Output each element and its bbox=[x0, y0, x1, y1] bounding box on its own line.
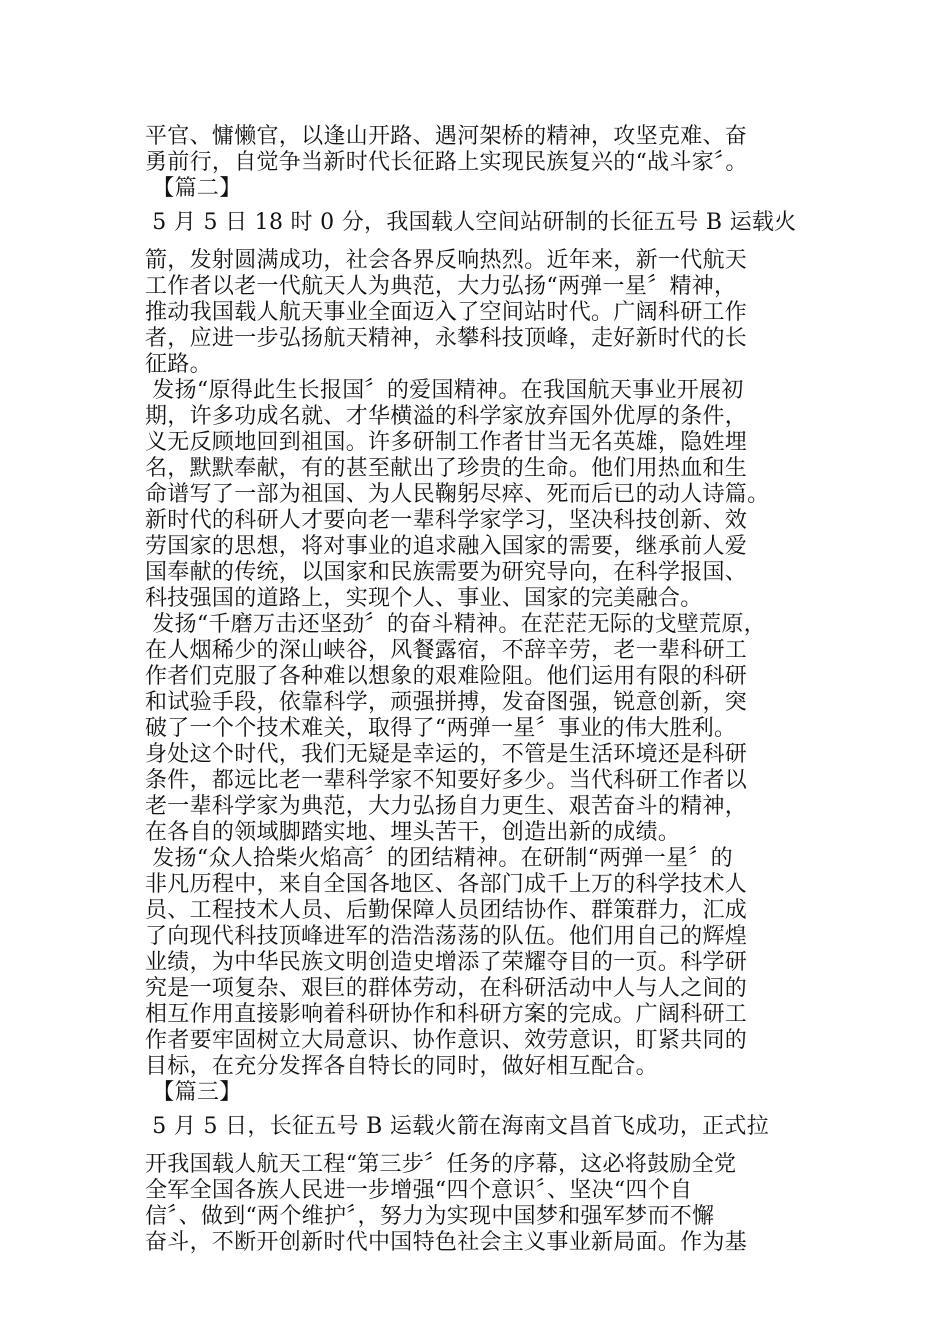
text-line: 箭，发射圆满成功，社会各界反响热烈。近年来，新一代航天 bbox=[145, 248, 748, 273]
text-line: 工作者以老一代航天人为典范，大力弘扬“两弹一星〞精神， bbox=[145, 274, 737, 299]
text-line: 全军全国各族人民进一步增强“四个意识〞、坚决“四个自 bbox=[145, 1178, 693, 1203]
text-line: 国奉献的传统，以国家和民族需要为研究导向，在科学报国、 bbox=[145, 560, 748, 585]
text-line: 期，许多功成名就、才华横溢的科学家放弃国外优厚的条件， bbox=[145, 404, 748, 429]
text-line: 科技强国的道路上，实现个人、事业、国家的完美融合。 bbox=[145, 586, 703, 611]
text-line: 究是一项复杂、艰巨的群体劳动，在科研活动中人与人之间的 bbox=[145, 976, 748, 1001]
text-line: 员、工程技术人员、后勤保障人员团结协作、群策群力，汇成 bbox=[145, 898, 748, 923]
text-line: 信〞、做到“两个维护〞，努力为实现中国梦和强军梦而不懈 bbox=[145, 1204, 715, 1229]
text-line: 平官、慵懒官，以逢山开路、遇河架桥的精神，攻坚克难、奋 bbox=[145, 124, 748, 149]
text-line: 在各自的领域脚踏实地、埋头苦干，创造出新的成绩。 bbox=[145, 820, 681, 845]
text-line: 名，默默奉献，有的甚至献出了珍贵的生命。他们用热血和生 bbox=[145, 456, 748, 481]
text-line: 在人烟稀少的深山峡谷，风餐露宿，不辞辛劳，老一辈科研工 bbox=[145, 638, 748, 663]
text-line: 老一辈科学家为典范，大力弘扬自力更生、艰苦奋斗的精神， bbox=[145, 794, 748, 819]
text-line: 了向现代科技顶峰进军的浩浩荡荡的队伍。他们用自己的辉煌 bbox=[145, 924, 748, 949]
text-line: 身处这个时代，我们无疑是幸运的，不管是生活环境还是科研 bbox=[145, 742, 748, 767]
text-line: 破了一个个技术难关，取得了“两弹一星〞事业的伟大胜利。 bbox=[145, 716, 737, 741]
text-line: 新时代的科研人才要向老一辈科学家学习，坚决科技创新、效 bbox=[145, 508, 748, 533]
text-line: 奋斗，不断开创新时代中国特色社会主义事业新局面。作为基 bbox=[145, 1230, 748, 1255]
text-line: 征路。 bbox=[145, 352, 212, 377]
text-line: 勇前行，自觉争当新时代长征路上实现民族复兴的“战斗家〞。 bbox=[145, 150, 748, 175]
text-line: 作者要牢固树立大局意识、协作意识、效劳意识，盯紧共同的 bbox=[145, 1028, 748, 1053]
text-line: 目标，在充分发挥各自特长的同时，做好相互配合。 bbox=[145, 1054, 658, 1079]
text-line: 发扬“千磨万击还坚劲〞的奋斗精神。在茫茫无际的戈壁荒原， bbox=[145, 612, 766, 637]
text-line: 发扬“众人拾柴火焰高〞的团结精神。在研制“两弹一星〞的 bbox=[145, 846, 733, 871]
text-line: 作者们克服了各种难以想象的艰难险阻。他们运用有限的科研 bbox=[145, 664, 748, 689]
text-line: 相互作用直接影响着科研协作和科研方案的完成。广阔科研工 bbox=[145, 1002, 748, 1027]
text-line: 者，应进一步弘扬航天精神，永攀科技顶峰，走好新时代的长 bbox=[145, 326, 748, 351]
text-line: 义无反顾地回到祖国。许多研制工作者甘当无名英雄，隐姓埋 bbox=[145, 430, 748, 455]
text-line: 开我国载人航天工程“第三步〞任务的序幕，这必将鼓励全党 bbox=[145, 1152, 737, 1177]
text-line: 发扬“原得此生长报国〞的爱国精神。在我国航天事业开展初 bbox=[145, 378, 744, 403]
text-line: 和试验手段，依靠科学，顽强拼搏，发奋图强，锐意创新，突 bbox=[145, 690, 748, 715]
text-line: 推动我国载人航天事业全面迈入了空间站时代。广阔科研工作 bbox=[145, 300, 748, 325]
text-line: 非凡历程中，来自全国各地区、各部门成千上万的科学技术人 bbox=[145, 872, 748, 897]
text-line: 命谱写了一部为祖国、为人民鞠躬尽瘁、死而后已的动人诗篇。 bbox=[145, 482, 770, 507]
text-line: 条件，都远比老一辈科学家不知要好多少。当代科研工作者以 bbox=[145, 768, 748, 793]
text-line: 业绩，为中华民族文明创造史增添了荣耀夺目的一页。科学研 bbox=[145, 950, 748, 975]
text-line: 5 月 5 日 18 时 0 分，我国载人空间站研制的长征五号 B 运载火 bbox=[145, 210, 797, 235]
section-heading: 【篇三】 bbox=[145, 1080, 242, 1105]
text-line: 5 月 5 日，长征五号 B 运载火箭在海南文昌首飞成功，正式拉 bbox=[145, 1114, 770, 1139]
section-heading: 【篇二】 bbox=[145, 176, 242, 201]
text-line: 劳国家的思想，将对事业的追求融入国家的需要，继承前人爱 bbox=[145, 534, 748, 559]
